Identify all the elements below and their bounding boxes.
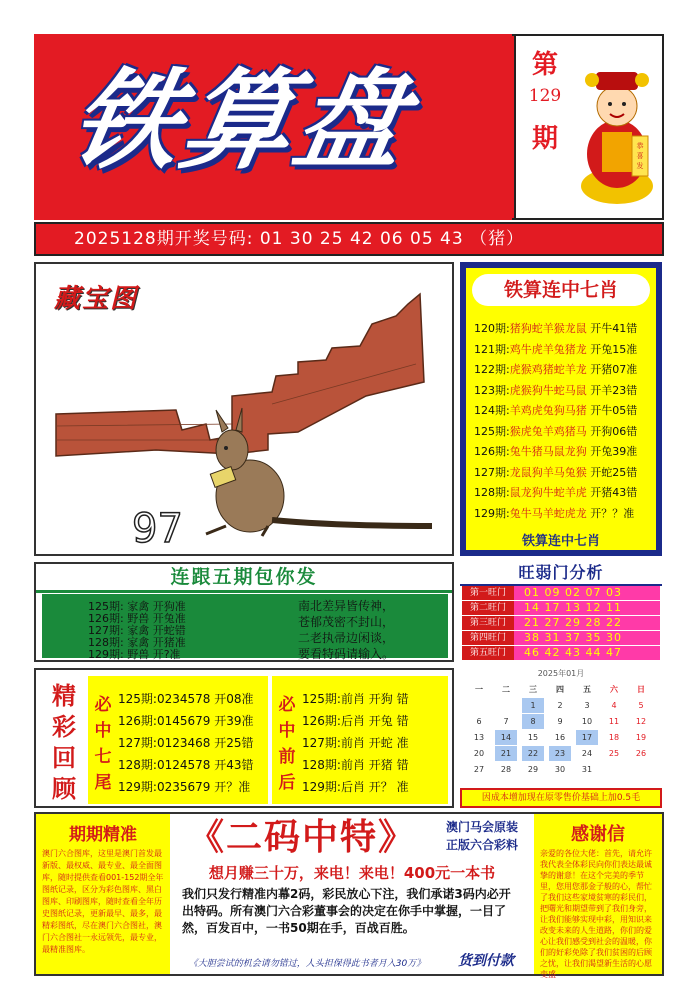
poem-line: 二老执帚边闲谈， <box>298 631 395 645</box>
row-pick: 家禽 <box>127 624 150 637</box>
must-seven-label-char: 中 <box>94 721 112 741</box>
thank-you-letter-column <box>534 814 662 979</box>
issue-suffix: 期 <box>531 124 558 154</box>
accuracy-column <box>36 814 170 974</box>
must-front-label-char: 前 <box>278 747 296 767</box>
prosperity-label: 第五旺门 <box>462 646 514 660</box>
must-seven-label-char: 七 <box>94 747 112 767</box>
row-result: 开?准 <box>152 648 181 661</box>
must-seven-row: 127期:0123468 开25错 <box>118 736 254 750</box>
calendar-weekday: 日 <box>637 685 645 694</box>
calendar-day: 12 <box>635 717 647 726</box>
seven-zodiac-row <box>474 484 652 500</box>
row-period: 123期: <box>474 383 510 397</box>
five-period-panel <box>34 562 454 662</box>
row-period: 124期: <box>474 404 510 417</box>
svg-text:喜: 喜 <box>636 152 644 160</box>
must-seven-row: 128期:0124578 开43错 <box>118 758 254 772</box>
must-seven-row: 125期:0234578 开08准 <box>118 692 254 706</box>
calendar-day: 1 <box>522 698 544 713</box>
calendar-day: 5 <box>638 701 644 710</box>
calendar-day: 29 <box>527 765 539 774</box>
row-pick: 野兽 <box>127 612 150 625</box>
masthead-title-block <box>34 34 512 220</box>
seven-zodiac-footer: 铁算连中七肖 <box>521 534 600 549</box>
must-front-row: 125期:前肖 开狗 错 <box>302 692 409 706</box>
calendar-day: 31 <box>581 765 593 774</box>
row-period: 127期: <box>88 624 124 637</box>
two-code-ad <box>172 814 532 974</box>
prosperity-numbers: 21 27 29 28 22 <box>514 616 660 630</box>
prosperity-label: 第四旺门 <box>462 631 514 645</box>
must-front-label-char: 后 <box>278 773 296 793</box>
calendar-day: 8 <box>522 714 544 729</box>
calendar-weekday: 四 <box>556 685 564 694</box>
row-result: 开兔39准 <box>590 445 638 458</box>
accuracy-title: 期期精准 <box>69 825 137 845</box>
calendar-day: 3 <box>584 701 590 710</box>
seven-zodiac-row <box>474 443 652 459</box>
must-front-row: 128期:前肖 开猪 错 <box>302 758 409 772</box>
must-front-label-char: 必 <box>278 695 296 715</box>
must-seven-label-char: 尾 <box>94 773 112 793</box>
calendar-day: 2 <box>557 701 563 710</box>
prosperity-label: 第二旺门 <box>462 601 514 615</box>
must-front-row: 127期:前肖 开蛇 准 <box>302 736 409 750</box>
two-code-slogan: 想月赚三十万，来电！来电！400元一本书 <box>208 864 496 882</box>
must-front-row: 129期:后肖 开？ 准 <box>302 780 409 794</box>
review-label-char: 彩 <box>52 713 76 741</box>
row-period: 126期: <box>88 612 124 625</box>
god-of-wealth-icon <box>572 36 662 218</box>
issue-prefix: 第 <box>531 50 558 80</box>
prosperity-numbers: 38 31 37 35 30 <box>514 631 660 645</box>
row-result: 开狗准 <box>152 600 186 613</box>
prosperity-numbers: 14 17 13 12 11 <box>514 601 660 615</box>
five-period-title: 连跟五期包你发 <box>36 564 452 593</box>
calendar-day: 6 <box>476 717 482 726</box>
five-period-body <box>42 594 448 661</box>
five-period-row <box>88 646 181 662</box>
row-result: 开猪07准 <box>590 363 638 376</box>
review-label-char: 顾 <box>52 775 76 803</box>
row-pick: 家禽 <box>127 600 150 613</box>
row-result: 开？？准 <box>590 506 635 520</box>
must-front-back-box <box>272 676 448 804</box>
accuracy-text: 澳门六合图库，这里是澳门首发最新版、最权威、最专业、最全面图库，随时提供查看001-152期全年图纸记录，区分为彩色图库、黑白图库、印刷图库，随时查看全年历史图纸记录，更新最早、最多，最精彩图纸，尽在澳门六合图社，澳门六合图社一永远领先，最专业，最精准图库。 <box>42 849 164 954</box>
prosperity-numbers: 01 09 02 07 03 <box>514 586 660 600</box>
calendar-title: 2025年01月 <box>537 669 585 678</box>
row-period: 128期: <box>88 636 124 649</box>
row-result: 开狗06错 <box>590 424 638 438</box>
row-result: 开蛇25错 <box>590 465 638 479</box>
highlight-review-panel <box>34 668 454 808</box>
calendar-day: 17 <box>576 730 598 745</box>
bottom-section <box>34 812 664 979</box>
row-result: 开羊23错 <box>590 383 638 397</box>
review-label-char: 回 <box>52 744 76 772</box>
treasure-map-panel <box>34 262 454 556</box>
calendar-day: 15 <box>527 733 539 742</box>
calendar-day <box>630 762 652 777</box>
prosperity-row <box>462 631 662 645</box>
row-period: 120期: <box>474 322 510 335</box>
five-period-poem <box>298 598 444 662</box>
calendar-day: 24 <box>581 749 593 758</box>
calendar-day: 16 <box>554 733 566 742</box>
row-zodiac: 猴虎兔羊鸡猪马 <box>509 424 587 438</box>
seven-zodiac-row <box>474 505 652 521</box>
thank-you-text: 亲爱的各位大佬：首先，请允许我代表全体彩民向你们表达最诚挚的谢意！在这个完美的季节里，您用您那金子般的心，帮忙了我们这些家境贫寒的彩民们，把曙光和期望带到了我们身旁，让我们能够实现中彩，用知识来改变未来的人生道路，你们的爱心让我们感受到社会的温暖，你们的好彩免除了我们贫困的后顾之忧，让我们渴望新生活的心愿变盛 <box>540 849 652 979</box>
row-zodiac: 猪狗蛇羊猴龙鼠 <box>509 322 587 335</box>
row-zodiac: 鸡牛虎羊兔猪龙 <box>509 342 587 356</box>
seven-zodiac-panel <box>460 262 662 556</box>
cash-on-delivery-label: 货到付款 <box>458 953 514 969</box>
ground-scribble: 97 <box>132 506 183 552</box>
prosperity-label: 第一旺门 <box>462 586 514 600</box>
calendar-weekday: 五 <box>583 685 591 694</box>
thank-you-title: 感谢信 <box>571 824 625 845</box>
must-seven-tail-box <box>88 676 268 804</box>
row-result: 开蛇错 <box>152 624 186 637</box>
calendar-weekday: 六 <box>610 685 618 694</box>
row-period: 122期: <box>474 363 510 376</box>
two-code-title: 《二码中特》 <box>187 817 416 858</box>
must-seven-row: 126期:0145679 开39准 <box>118 714 254 728</box>
calendar-day <box>603 762 625 777</box>
calendar-day: 18 <box>608 733 620 742</box>
calendar-day: 21 <box>495 746 517 761</box>
issue-box <box>514 36 572 218</box>
must-front-label-char: 中 <box>278 721 296 741</box>
seven-zodiac-row <box>474 464 652 480</box>
seven-zodiac-row <box>474 382 652 398</box>
price-notice: 因成本增加现在原零售价基础上加0.5毛 <box>460 788 662 808</box>
side-line-1: 澳门马会原装 <box>445 820 518 834</box>
calendar-day: 10 <box>581 717 593 726</box>
calendar-day: 28 <box>500 765 512 774</box>
row-pick: 家禽 <box>127 636 150 649</box>
row-period: 125期: <box>88 600 124 613</box>
row-result: 开猪43错 <box>590 486 638 499</box>
calendar-day: 19 <box>635 733 647 742</box>
row-period: 128期: <box>474 486 510 499</box>
calendar-day <box>468 698 490 713</box>
side-line-2: 正版六合彩料 <box>445 838 518 852</box>
calendar-day: 4 <box>611 701 617 710</box>
prosperity-analysis-panel <box>460 562 662 662</box>
prosperity-row <box>462 586 662 600</box>
prosperity-label: 第三旺门 <box>462 616 514 630</box>
review-label-char: 精 <box>52 682 76 710</box>
calendar-day: 7 <box>503 717 509 726</box>
row-zodiac: 虎猴鸡猪蛇羊龙 <box>509 363 587 376</box>
row-period: 126期: <box>474 445 510 458</box>
row-result: 开兔准 <box>152 612 186 625</box>
row-zodiac: 兔牛猪马鼠龙狗 <box>509 445 587 458</box>
two-code-side-text <box>434 818 530 854</box>
calendar-day: 20 <box>473 749 485 758</box>
review-vertical-label <box>42 674 86 802</box>
masthead-title: 铁算盘 <box>61 59 420 184</box>
row-zodiac: 鼠龙狗牛蛇羊虎 <box>509 486 587 499</box>
poem-line: 苍郁茂密不封山， <box>298 615 395 629</box>
row-result: 开牛41错 <box>590 322 638 335</box>
poem-line: 要看特码请输入。 <box>298 647 395 661</box>
row-zodiac: 虎猴狗牛蛇马鼠 <box>509 383 587 397</box>
seven-zodiac-row <box>474 361 652 377</box>
row-period: 129期: <box>88 648 124 661</box>
must-seven-label-char: 必 <box>94 695 112 715</box>
row-period: 125期: <box>474 424 510 438</box>
svg-text:发: 发 <box>636 162 644 170</box>
calendar-day: 22 <box>522 746 544 761</box>
seven-zodiac-row <box>474 402 652 418</box>
calendar-weekday: 一 <box>475 685 483 694</box>
seven-zodiac-title: 铁算连中七肖 <box>472 274 650 306</box>
prosperity-row <box>462 616 662 630</box>
row-result: 开猪准 <box>152 636 186 649</box>
calendar-day: 9 <box>557 717 563 726</box>
kangaroo-wall-illustration <box>36 264 452 554</box>
calendar-day: 13 <box>473 733 485 742</box>
must-seven-row: 129期:0235679 开？准 <box>118 780 251 794</box>
row-result: 开兔15准 <box>590 342 638 356</box>
prosperity-analysis-title: 旺弱门分析 <box>460 562 662 586</box>
row-result: 开牛05错 <box>590 404 638 417</box>
calendar-day: 23 <box>549 746 571 761</box>
calendar-day: 11 <box>608 717 620 726</box>
poem-line: 南北差异皆传神， <box>298 599 395 613</box>
prosperity-row <box>462 601 662 615</box>
treasure-map-title: 藏宝图 <box>54 284 139 314</box>
row-zodiac: 羊鸡虎兔狗马猪 <box>509 404 587 417</box>
seven-zodiac-row <box>474 423 652 439</box>
prosperity-row <box>462 646 662 660</box>
prosperity-numbers: 46 42 43 44 47 <box>514 646 660 660</box>
calendar-day: 25 <box>608 749 620 758</box>
row-zodiac: 龙鼠狗羊马兔猴 <box>509 465 587 479</box>
row-period: 129期: <box>474 506 510 520</box>
calendar-day: 14 <box>495 730 517 745</box>
issue-number: 129 <box>528 86 562 106</box>
calendar-day <box>495 698 517 713</box>
calendar-day: 27 <box>473 765 485 774</box>
calendar-day: 26 <box>635 749 647 758</box>
two-code-footnote: 《大胆尝试的机会请勿错过，人头担保得此书者月入30万》 <box>188 959 426 969</box>
calendar-weekday: 三 <box>529 685 537 694</box>
svg-text:恭: 恭 <box>636 142 644 150</box>
row-period: 127期: <box>474 465 510 479</box>
seven-zodiac-row <box>474 341 652 357</box>
must-front-row: 126期:后肖 开兔 错 <box>302 714 409 728</box>
seven-zodiac-body <box>466 268 656 550</box>
calendar-widget <box>460 668 662 778</box>
row-zodiac: 兔牛马羊蛇虎龙 <box>509 506 587 520</box>
calendar-weekday: 二 <box>502 685 510 694</box>
seven-zodiac-row <box>474 320 652 336</box>
draw-result-bar: 2025128期开奖号码: 01 30 25 42 06 05 43 （猪） <box>34 222 664 256</box>
two-code-body: 我们只发行精准内幕2码，彩民放心下注，我们承诺3码内必开出特码。所有澳门六合彩董事会的决定在你手中掌握，一目了然，百发百中，一书50期在手，百战百胜。 <box>182 887 511 935</box>
calendar-day: 30 <box>554 765 566 774</box>
row-pick: 野兽 <box>127 648 150 661</box>
row-period: 121期: <box>474 342 510 356</box>
